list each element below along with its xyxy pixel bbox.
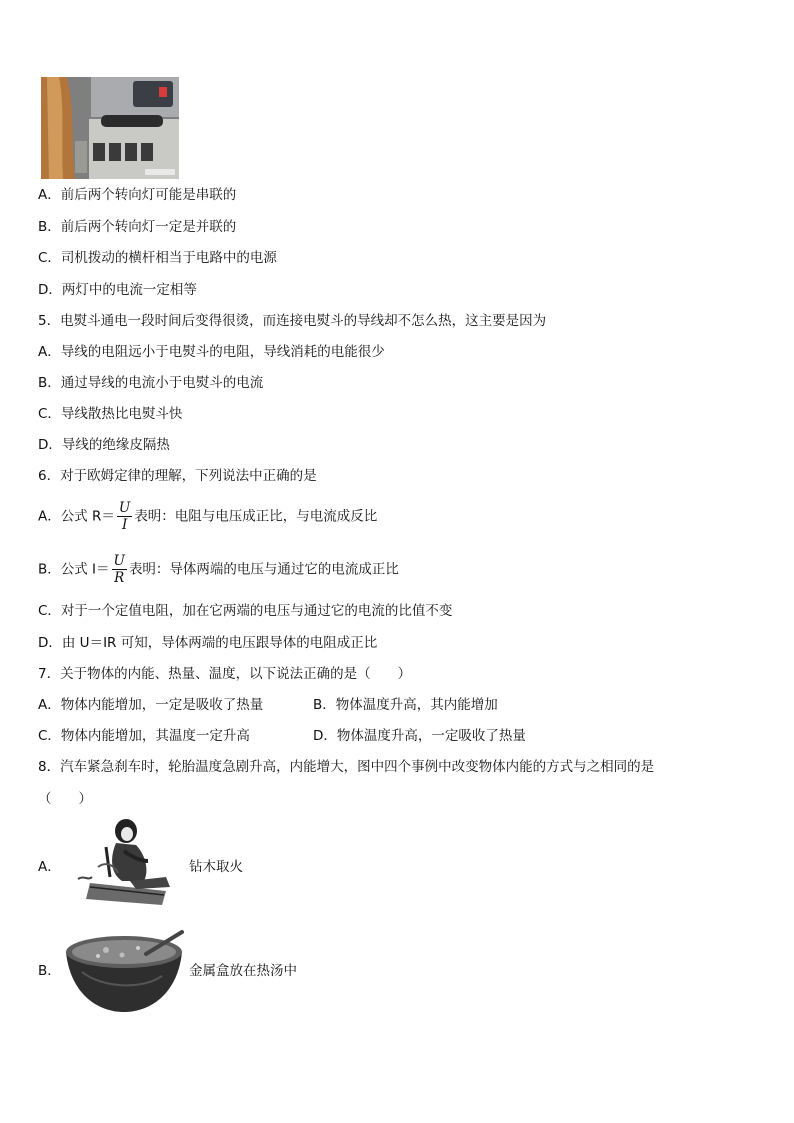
question-6-stem: 6．对于欧姆定律的理解，下列说法中正确的是 bbox=[38, 468, 317, 484]
option-a-suffix: 表明：电阻与电压成正比，与电流成反比 bbox=[134, 508, 378, 525]
option-b-letter: B． bbox=[38, 963, 61, 979]
option-a: A．物体内能增加，一定是吸收了热量 bbox=[38, 697, 264, 713]
option-b: B．前后两个转向灯一定是并联的 bbox=[38, 219, 237, 235]
denominator: R bbox=[114, 570, 125, 586]
option-b bbox=[38, 553, 399, 586]
option-a-prefix: A．公式 R＝ bbox=[38, 508, 115, 525]
option-a bbox=[38, 500, 377, 533]
numerator: U bbox=[113, 553, 125, 569]
option-a: A．导线的电阻远小于电熨斗的电阻，导线消耗的电能很少 bbox=[38, 344, 385, 360]
option-a-caption: 钻木取火 bbox=[189, 859, 243, 875]
fraction-u-over-i bbox=[117, 500, 132, 533]
option-d: D．两灯中的电流一定相等 bbox=[38, 282, 197, 298]
turn-signal-lever-photo bbox=[41, 77, 179, 179]
option-c: C．对于一个定值电阻，加在它两端的电压与通过它的电流的比值不变 bbox=[38, 603, 453, 619]
option-c: C．司机拨动的横杆相当于电路中的电源 bbox=[38, 250, 277, 266]
option-b-caption: 金属盒放在热汤中 bbox=[189, 963, 297, 979]
option-b-suffix: 表明：导体两端的电压与通过它的电流成正比 bbox=[128, 561, 399, 578]
option-a-letter: A． bbox=[38, 859, 61, 875]
option-d: D．物体温度升高，一定吸收了热量 bbox=[313, 728, 526, 744]
option-b: B．通过导线的电流小于电熨斗的电流 bbox=[38, 375, 264, 391]
question-5-stem: 5．电熨斗通电一段时间后变得很烫，而连接电熨斗的导线却不怎么热，这主要是因为 bbox=[38, 313, 547, 329]
denominator: I bbox=[121, 517, 128, 533]
option-b: B．物体温度升高，其内能增加 bbox=[313, 697, 498, 713]
option-a: A．前后两个转向灯可能是串联的 bbox=[38, 187, 237, 203]
fraction-u-over-r bbox=[112, 553, 127, 586]
option-d: D．由 U＝IR 可知，导体两端的电压跟导体的电阻成正比 bbox=[38, 635, 378, 651]
option-b-prefix: B．公式 I＝ bbox=[38, 561, 110, 578]
hot-soup-bowl-illustration bbox=[62, 928, 186, 1014]
question-8-stem: 8．汽车紧急刹车时，轮胎温度急剧升高，内能增大，图中四个事例中改变物体内能的方式与之相同的是 bbox=[38, 759, 655, 775]
question-7-stem: 7．关于物体的内能、热量、温度，以下说法正确的是（ ） bbox=[38, 666, 412, 682]
question-8-stem-continued: （ ） bbox=[38, 791, 92, 807]
drilling-wood-fire-illustration bbox=[70, 817, 180, 912]
option-c: C．物体内能增加，其温度一定升高 bbox=[38, 728, 250, 744]
option-c: C．导线散热比电熨斗快 bbox=[38, 406, 183, 422]
option-d: D．导线的绝缘皮隔热 bbox=[38, 437, 170, 453]
numerator: U bbox=[118, 500, 131, 516]
